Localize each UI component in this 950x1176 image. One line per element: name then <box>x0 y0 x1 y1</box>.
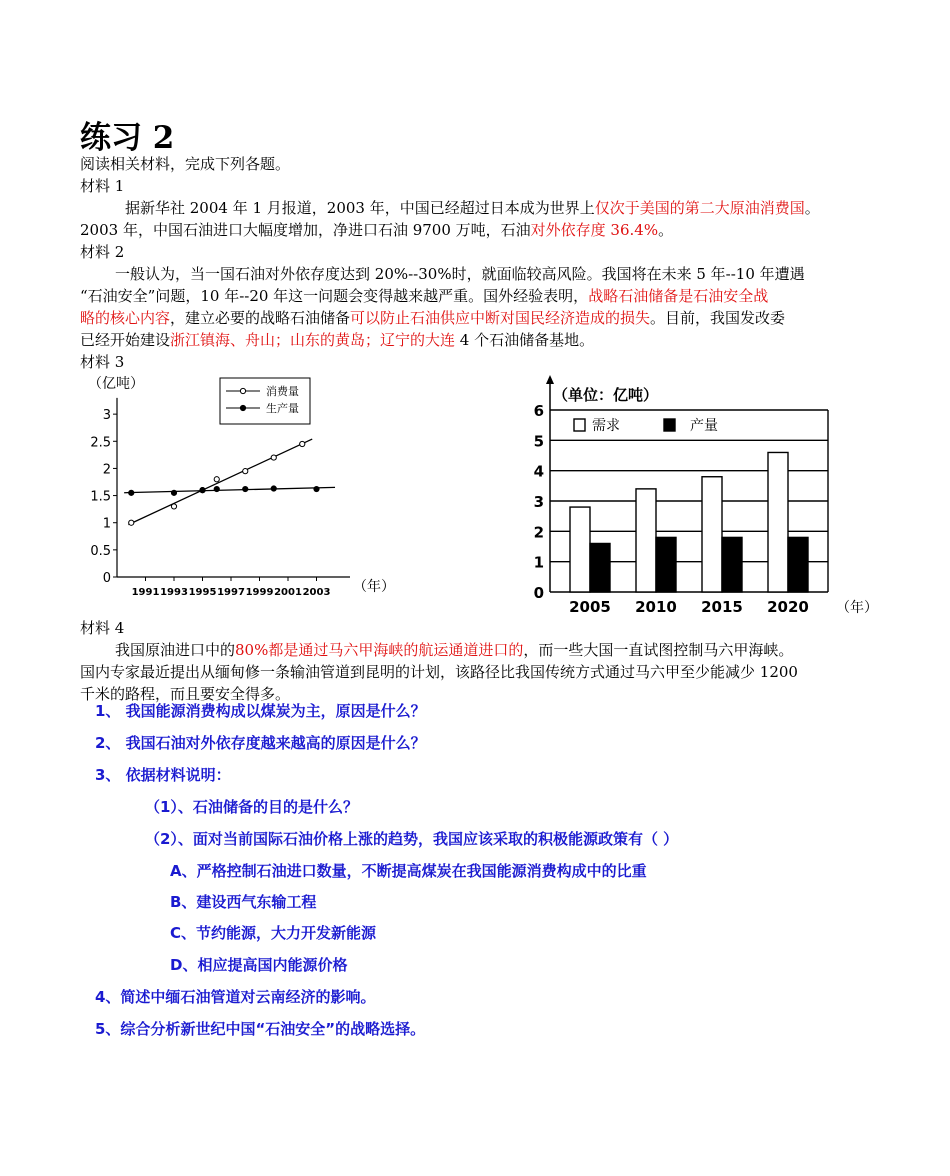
text-span: 。 <box>804 199 820 217</box>
bar <box>702 477 722 592</box>
question-3-1: （1）、石油储备的目的是什么？ <box>145 798 358 816</box>
bar <box>722 537 742 592</box>
question-4: 4、简述中缅石油管道对云南经济的影响。 <box>95 988 376 1006</box>
y-tick-label: 5 <box>533 432 544 451</box>
data-point <box>314 486 319 491</box>
data-point <box>171 490 176 495</box>
bar <box>788 537 808 592</box>
material-2-line-3 <box>80 307 785 329</box>
text-span: 4 个石油储备基地。 <box>455 331 595 349</box>
highlight-span: 战略石油储备是石油安全战 <box>588 287 769 305</box>
data-point <box>200 488 205 493</box>
highlight-span: 略的核心内容 <box>80 309 171 327</box>
option-b: B、建设西气东输工程 <box>170 893 317 911</box>
x-tick-label: 2003 <box>302 587 331 598</box>
y-tick-label: 0 <box>533 584 544 602</box>
line-chart-legend <box>220 378 310 424</box>
bar <box>656 537 676 592</box>
y-axis-arrow <box>546 375 554 384</box>
intro-text: 阅读相关材料，完成下列各题。 <box>80 155 291 173</box>
bar-chart <box>520 372 880 622</box>
data-point <box>243 486 248 491</box>
material-4-label: 材料 4 <box>80 619 125 637</box>
data-point <box>129 490 134 495</box>
text-span: 已经开始建设 <box>80 331 171 349</box>
material-2-line-4 <box>80 329 594 351</box>
x-tick-label: 1991 <box>131 587 160 598</box>
data-point <box>300 441 305 446</box>
material-1-label: 材料 1 <box>80 177 125 195</box>
material-4-line-3: 千米的路程，而且要安全得多。 <box>80 685 291 703</box>
material-1-line-1 <box>125 197 820 219</box>
text-span: ，建立必要的战略石油储备 <box>170 309 351 327</box>
question-5: 5、综合分析新世纪中国“石油安全”的战略选择。 <box>95 1020 426 1038</box>
x-tick-label: 1997 <box>217 587 245 598</box>
page-title: 练习 2 <box>80 120 175 156</box>
line-chart-marks <box>124 439 335 525</box>
legend-label: 需求 <box>592 418 620 434</box>
line-chart <box>80 372 395 602</box>
data-point <box>271 455 276 460</box>
y-tick-label: 1.5 <box>90 489 111 505</box>
legend-marker <box>240 388 245 393</box>
y-tick-label: 3 <box>102 408 111 424</box>
y-tick-label: 0 <box>102 571 111 586</box>
text-span: 。 <box>658 221 674 239</box>
question-3-2: （2）、面对当前国际石油价格上涨的趋势，我国应该采取的积极能源政策有（ ） <box>145 830 679 848</box>
x-axis-label: （年） <box>353 579 395 595</box>
text-span: ，而一些大国一直试图控制马六甲海峡。 <box>523 641 794 659</box>
legend-label: 生产量 <box>266 402 299 415</box>
option-a: A、严格控制石油进口数量，不断提高煤炭在我国能源消费构成中的比重 <box>170 862 647 880</box>
material-1-line-2 <box>80 219 673 241</box>
y-tick-label: 0.5 <box>90 543 111 559</box>
x-tick-label: 2001 <box>274 587 302 598</box>
bar <box>590 543 610 592</box>
y-axis-label: （单位：亿吨） <box>553 386 659 404</box>
option-d: D、相应提高国内能源价格 <box>170 956 348 974</box>
y-tick-label: 6 <box>533 402 544 420</box>
bar <box>768 452 788 592</box>
bar-chart-marks <box>570 452 808 592</box>
question-1: 1、 我国能源消费构成以煤炭为主，原因是什么？ <box>95 702 426 720</box>
bar <box>636 489 656 592</box>
y-tick-label: 4 <box>533 462 544 481</box>
highlight-span: 仅次于美国的第二大原油消费国 <box>594 199 805 217</box>
legend-label: 产量 <box>690 418 718 434</box>
text-span: 我国原油进口中的 <box>115 641 236 659</box>
bar <box>570 507 590 592</box>
y-tick-label: 1 <box>102 516 111 532</box>
material-4-line-2: 国内专家最近提出从缅甸修一条输油管道到昆明的计划，该路径比我国传统方式通过马六甲至少能减少 1200 <box>80 663 798 681</box>
legend-label: 消费量 <box>266 385 299 398</box>
highlight-span: 可以防止石油供应中断对国民经济造成的损失 <box>350 309 651 327</box>
highlight-span: 浙江镇海、舟山；山东的黄岛；辽宁的大连 <box>170 331 456 349</box>
material-2-label: 材料 2 <box>80 243 125 261</box>
material-2-line-1: 一般认为，当一国石油对外依存度达到 20%--30%时，就面临较高风险。我国将在未来 5 年--10 年遭遇 <box>115 265 805 283</box>
data-point <box>243 469 248 474</box>
x-tick-label: 2020 <box>767 598 809 616</box>
series-trend-line <box>124 487 335 492</box>
data-point <box>214 477 219 482</box>
series-trend-line <box>128 439 312 525</box>
text-span: “石油安全”问题，10 年--20 年这一问题会变得越来越严重。国外经验表明， <box>80 287 589 305</box>
x-tick-label: 2010 <box>635 598 677 616</box>
data-point <box>129 520 134 525</box>
x-axis-label: （年） <box>836 600 878 616</box>
material-4-line-1 <box>115 639 793 661</box>
question-3: 3、 依据材料说明： <box>95 766 231 784</box>
data-point <box>171 504 176 509</box>
material-2-line-2 <box>80 285 768 307</box>
legend-marker <box>240 405 245 410</box>
bar-chart-legend <box>574 417 718 434</box>
highlight-span: 80%都是通过马六甲海峡的航运通道进口的 <box>235 641 524 659</box>
y-tick-label: 2.5 <box>90 435 111 451</box>
material-3-label: 材料 3 <box>80 353 125 371</box>
text-span: 据新华社 2004 年 1 月报道，2003 年，中国已经超过日本成为世界上 <box>125 199 595 217</box>
text-span: 。目前，我国发改委 <box>650 309 786 327</box>
y-tick-label: 2 <box>533 523 544 542</box>
x-tick-label: 1995 <box>188 587 217 598</box>
data-point <box>214 486 219 491</box>
x-tick-label: 1993 <box>160 587 188 598</box>
legend-swatch <box>664 419 675 431</box>
y-tick-label: 2 <box>102 462 111 478</box>
question-2: 2、 我国石油对外依存度越来越高的原因是什么？ <box>95 734 426 752</box>
y-tick-label: 3 <box>533 493 544 511</box>
highlight-span: 对外依存度 36.4% <box>530 221 659 239</box>
y-axis-label: （亿吨） <box>88 376 144 392</box>
y-tick-label: 1 <box>533 553 544 572</box>
text-span: 2003 年，中国石油进口大幅度增加，净进口石油 9700 万吨，石油 <box>80 221 531 239</box>
option-c: C、节约能源，大力开发新能源 <box>170 924 377 942</box>
x-tick-label: 2015 <box>701 598 743 616</box>
x-tick-label: 1999 <box>245 587 274 598</box>
legend-swatch <box>574 419 585 431</box>
data-point <box>271 486 276 491</box>
x-tick-label: 2005 <box>569 598 611 616</box>
